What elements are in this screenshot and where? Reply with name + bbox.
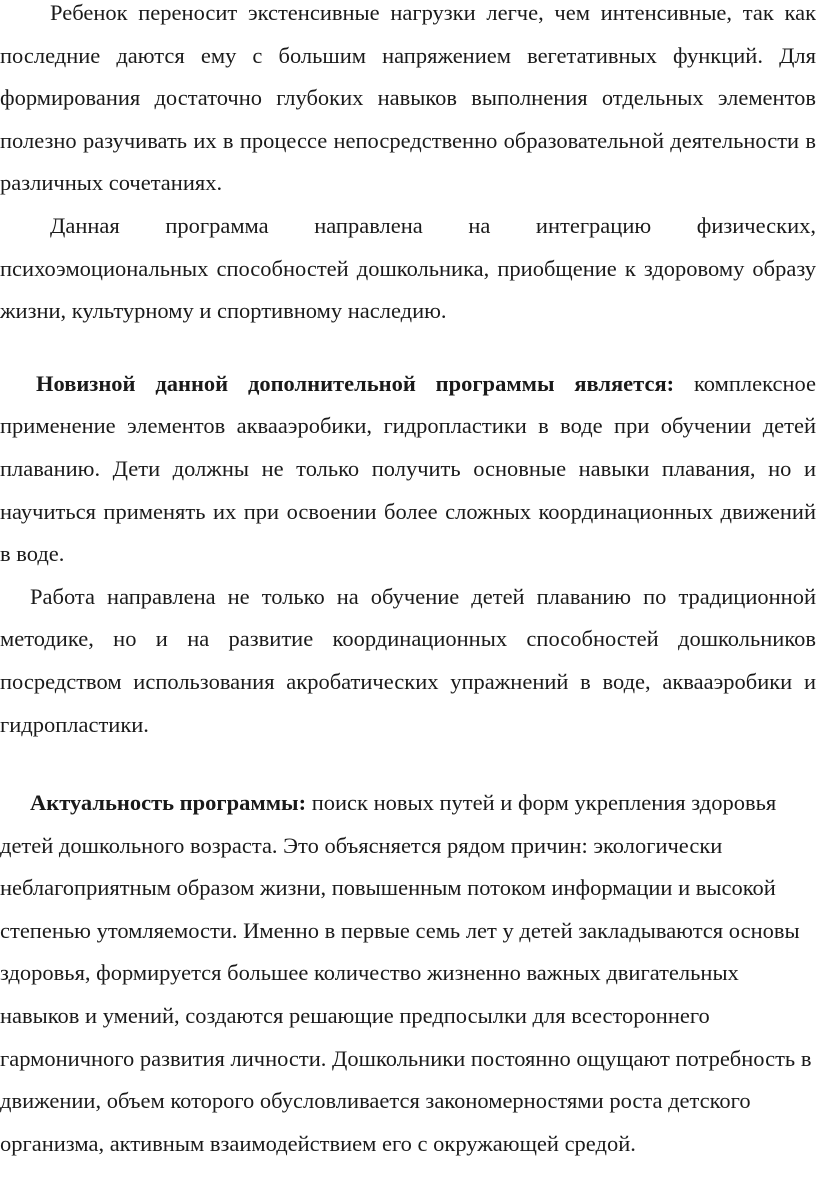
paragraph-program-direction: Данная программа направлена на интеграцию физических, психоэмоциональных способностей дошкольника, приобщение к здоровому образу жизни, культурному и спортивному наследию. — [0, 212, 816, 324]
novelty-text: комплексное применение элементов аквааэробики, гидропластики в воде при обучении детей плаванию. Дети должны не только получить основные навыки плавания, но и научиться применять их при освоении более сложных координационных движений в воде. — [0, 370, 816, 567]
relevance-heading: Актуальность программы: — [30, 790, 307, 816]
paragraph-relevance — [0, 782, 816, 1165]
relevance-text: поиск новых путей и форм укрепления здоровья детей дошкольного возраста. Это объясняется рядом причин: экологически неблагоприятным образом жизни, повышенным потоком информации и высокой степенью утомляемости. Именно в первые семь лет у детей закладываются основы здоровья, формируется большее количество жизненно важных двигательных навыков и умений, создаются решающие предпосылки для всестороннего гармоничного развития личности. Дошкольники постоянно ощущают потребность в движении, объем которого обусловливается закономерностями роста детского организма, активным взаимодействием его с окружающей средой. — [0, 790, 812, 1156]
paragraph-work-direction: Работа направлена не только на обучение детей плаванию по традиционной методике, но и на развитие координационных способностей дошкольников посредством использования акробатических упражнений в воде, аквааэробики и гидропластики. — [0, 583, 816, 737]
paragraph-novelty — [0, 363, 816, 576]
paragraph-load-tolerance: Ребенок переносит экстенсивные нагрузки легче, чем интенсивные, так как последние даются ему с большим напряжением вегетативных функций. Для формирования достаточно глубоких навыков выполнения отдельных элементов полезно разучивать их в процессе непосредственно образовательной деятельности в различных сочетаниях. — [0, 0, 816, 196]
novelty-heading: Новизной данной дополнительной программы является: — [36, 370, 675, 396]
